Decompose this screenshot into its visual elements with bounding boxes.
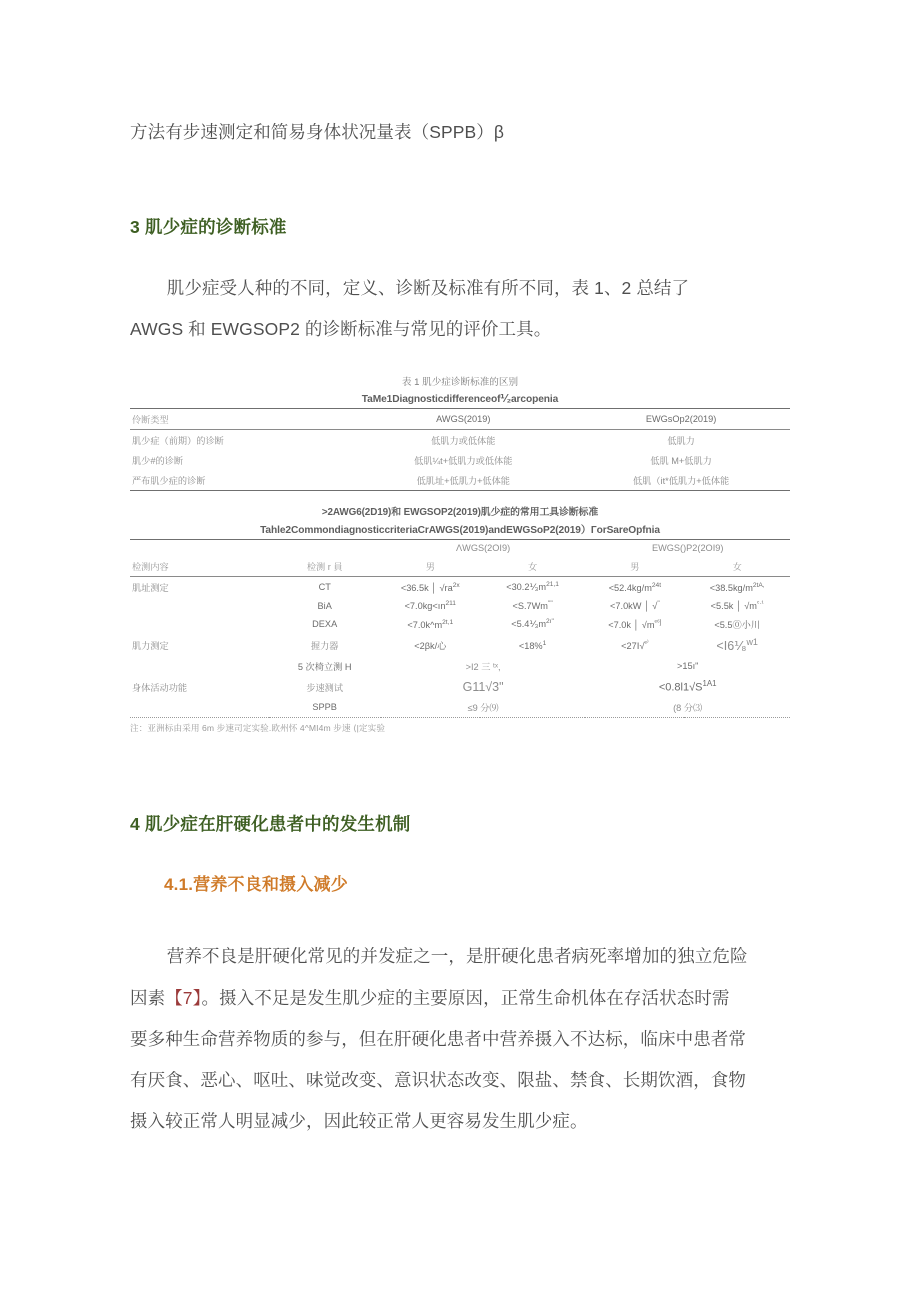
table-1-r2-c0: 严布肌少症的诊断 — [132, 476, 206, 487]
table-row — [130, 697, 790, 718]
table-2-r1-category — [130, 597, 269, 614]
table-2-r0-category: 肌址测定 — [132, 583, 169, 594]
table-2-r3-awgs-female: <18%$^1$ — [518, 639, 547, 651]
table-2-subheader-ewgs-male: 男 — [630, 562, 640, 573]
table-2-sppb-category — [130, 697, 269, 718]
spacer-before-table1 — [130, 350, 790, 376]
table-1-col-header-1: AWGS(2019) — [436, 414, 491, 425]
top-spacer — [130, 0, 790, 112]
table-2-col-header-content: 检测内容 — [132, 562, 169, 573]
table-2-r3-awgs-male: <2βk/心 — [414, 641, 447, 652]
table-2 — [130, 539, 790, 718]
spacer-after-h4 — [130, 837, 790, 873]
table-2-col-header-item: 检测 r 員 — [306, 562, 343, 573]
table-1-col-header-2: EWGsOp2(2019) — [645, 414, 717, 425]
table-2-sppb-ewgs: (8 分⑶ — [673, 703, 703, 714]
table-1-col-header-0: 伶断类型 — [132, 415, 169, 426]
table-2-r1-awgs-male: $<7.0kg<ın^{211}$ — [404, 600, 456, 612]
section-3-paragraph-line1: 肌少症受人种的不同，定义、诊断及标准有所不同，表 1、2 总结了 — [166, 277, 690, 298]
section-4-1-paragraph-line3: 要多种生命营养物质的参与，但在肝硬化患者中营养摄入不达标，临床中患者常 — [130, 1028, 746, 1049]
table-2-r1-item: BiA — [317, 600, 332, 611]
table-2-subheader-awgs-male: 男 — [425, 562, 435, 573]
table-2-gait-category: 身体活动功能 — [132, 682, 188, 693]
table-2-r1-ewgs-male: <7.0kW │ √" — [610, 600, 660, 612]
table-row — [130, 676, 790, 697]
table-2-chair-awgs: >I2 三 ᵗˣ, — [465, 662, 501, 673]
table-row — [130, 597, 790, 614]
table-2-r2-category — [130, 614, 269, 634]
table-1-r2-c2: 低肌（it*低肌力+低体能 — [632, 476, 730, 487]
table-2-r2-awgs-male: $<7.0k\^{}m^{2t,1}$ — [407, 618, 454, 630]
table-1-r2-c1: 低肌址+低肌力+低体能 — [416, 476, 510, 487]
table-1 — [130, 408, 790, 491]
table-2-r2-awgs-female: $<5.4⅟_3m^{2ı"}$ — [511, 618, 554, 630]
table-row — [130, 450, 790, 470]
table-2-r3-item: 握力器 — [310, 641, 339, 652]
table-2-title-en: Tahle2CommondiagnosticcriteriaCrAWGS(2019)andEWGSoP2(2019）ГorSareOpfnia — [260, 524, 660, 536]
table-row — [130, 470, 790, 491]
table-2-r2-item: DEXA — [312, 619, 338, 630]
spacer-between-tables — [130, 491, 790, 505]
table-2-r3-category: 肌力测定 — [132, 641, 169, 652]
section-4-heading: 4 肌少症在肝硬化患者中的发生机制 — [130, 814, 411, 835]
table-2-sppb-item: SPPB — [312, 702, 337, 713]
section-4-1-subheading: 4.1.营养不良和摄入减少 — [164, 874, 348, 894]
table-1-title-en: TaMe1Diagnosticdifferenceof⅟₂arcopenia — [361, 393, 559, 405]
table-row — [130, 634, 790, 656]
citation-marker-7: 【7】 — [165, 987, 202, 1008]
table-2-r1-awgs-female: <S.7Wm"" — [512, 600, 553, 612]
table-row — [130, 430, 790, 451]
table-1-r1-c0: 肌少#的诊断 — [132, 456, 184, 467]
table-2-chair-ewgs: >15ı" — [676, 661, 699, 672]
spacer-after-tables — [130, 734, 790, 812]
table-2-r0-item: CT — [318, 582, 331, 593]
table-2-chair-item: 5 次椅立测 H — [297, 662, 352, 673]
table-2-title-cn: >2AWG6(2D19)和 EWGSOP2(2019)肌少症的常用工具诊断标准 — [321, 507, 599, 519]
section-4-1-paragraph-line5: 摄入较正常人明显减少，因此较正常人更容易发生肌少症。 — [130, 1110, 588, 1131]
table-2-r3-ewgs-female: <I6⅟₈$^{w1}$ — [716, 637, 758, 654]
table-2-gait-ewgs: $<0.8l1√S^{1A1}$ — [658, 679, 717, 695]
paragraph-text-pre: 因素 — [130, 987, 166, 1008]
table-2-block — [130, 505, 790, 734]
table-2-group-header-ewgs: EWGS()P2(2OI9) — [651, 543, 724, 554]
table-2-r3-ewgs-male: <27Ⅰ√$^{ᵉ^)}$ — [621, 639, 649, 651]
table-2-subheader-awgs-female: 女 — [527, 562, 538, 573]
section-4-1-paragraph-line2 — [130, 978, 790, 1019]
table-2-group-header-row — [130, 540, 790, 557]
table-row — [130, 614, 790, 634]
table-1-header-row — [130, 409, 790, 430]
table-2-group-header-awgs: ΛWGS(2OI9) — [456, 543, 511, 554]
section-4-1-paragraph-line1: 营养不良是肝硬化常见的并发症之一，是肝硬化患者病死率增加的独立危险 — [166, 946, 748, 967]
table-2-r0-awgs-female: $<30.2⅟_3m^{21,1}$ — [506, 581, 559, 593]
table-2-note: 注：亚洲标由采用 6m 步速司定实验.欧州怀 4^MI4m 步速 ⟨|定实验 — [130, 723, 386, 734]
spacer-before-body — [130, 896, 790, 936]
table-2-r2-ewgs-female: <5.5⓪小川 — [714, 620, 761, 631]
section-4-1-paragraph-line4: 有厌食、恶心、呕吐、味觉改变、意识状态改变、限盐、禁食、长期饮酒，食物 — [130, 1069, 746, 1090]
spacer-before-section3 — [130, 153, 790, 215]
table-2-r0-ewgs-male: $<52.4kg/m^{24t}$ — [608, 581, 662, 593]
table-2-chair-category — [130, 656, 269, 676]
table-2-gait-item: 步速测试 — [306, 682, 344, 693]
table-1-r0-c2: 低肌力 — [667, 436, 695, 447]
table-1-r1-c2: 低肌 M+低肌力 — [650, 456, 712, 467]
table-2-subheader-ewgs-female: 女 — [732, 562, 742, 573]
table-1-r0-c1: 低肌力或低体能 — [431, 436, 496, 447]
table-1-r0-c0: 肌少症（前期）的诊断 — [132, 436, 224, 447]
table-1-title-cn: 表 1 肌少症诊断标准的区别 — [401, 376, 519, 388]
paragraph-text-post: 。摄入不足是发生肌少症的主要原因，正常生命机体在存活状态时需 — [201, 987, 730, 1008]
table-2-r1-ewgs-female: <5.5k │ $√m^{ᶜ\cdot^1}$ — [710, 600, 764, 612]
table-2-gait-awgs: G11√3" — [462, 679, 504, 694]
spacer-after-h3 — [130, 240, 790, 268]
table-2-r0-ewgs-female: $<38.5kg/m^{2tA,}$ — [709, 581, 765, 593]
table-row — [130, 656, 790, 676]
table-1-block — [130, 376, 790, 491]
table-2-sppb-awgs: ≤9 分⑼ — [467, 703, 499, 714]
section-3-heading: 3 肌少症的诊断标准 — [130, 217, 287, 238]
table-row — [130, 577, 790, 598]
table-1-r1-c1: 低肌¼t+低肌力或低体能 — [414, 456, 513, 467]
lead-paragraph: 方法有步速测定和简易身体状况量表（SPPB）β — [130, 122, 505, 142]
table-2-r2-ewgs-male: <7.0k │ $√m^{ᵉ^6]}$ — [608, 618, 662, 630]
table-2-r0-awgs-male: <36.5k │ $√ra^{2x}$ — [400, 581, 460, 593]
section-3-paragraph-line2: AWGS 和 EWGSOP2 的诊断标准与常见的评价工具。 — [130, 318, 552, 339]
